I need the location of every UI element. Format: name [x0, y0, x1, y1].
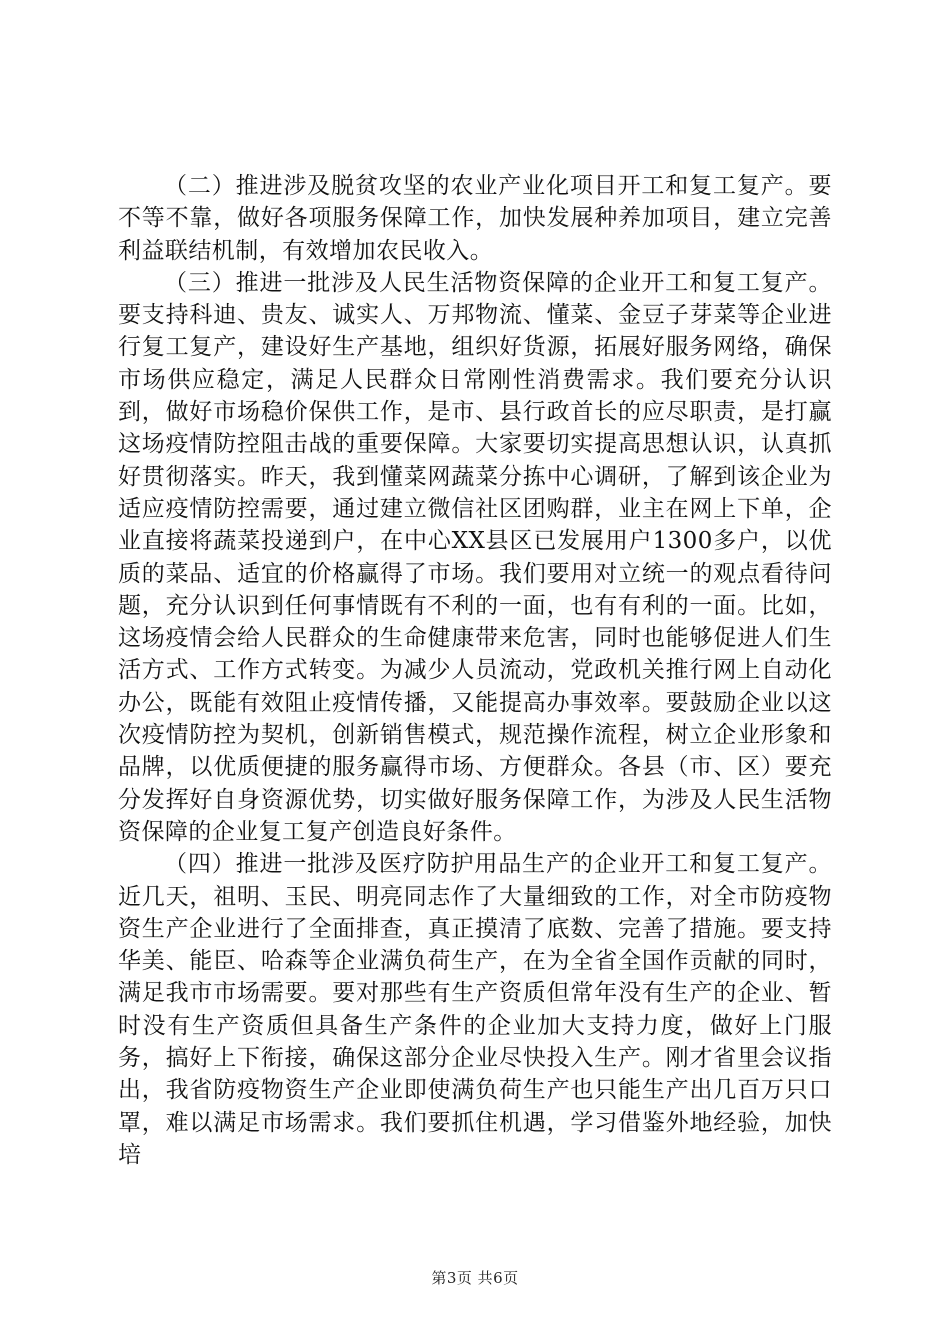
paragraph-3: （三）推进一批涉及人民生活物资保障的企业开工和复工复产。要支持科迪、贵友、诚实人、万邦物流、懂菜、金豆子芽菜等企业进行复工复产，建设好生产基地，组织好货源，拓展好服务网络，确保市场供应稳定，满足人民群众日常刚性消费需求。我们要充分认识到，做好市场稳价保供工作，是市、县行政首长的应尽职责，是打赢这场疫情防控阻击战的重要保障。大家要切实提高思想认识，认真抓好贯彻落实。昨天，我到懂菜网蔬菜分拣中心调研，了解到该企业为适应疫情防控需要，通过建立微信社区团购群，业主在网上下单，企业直接将蔬菜投递到户，在中心XX县区已发展用户1300多户，以优质的菜品、适宜的价格赢得了市场。我们要用对立统一的观点看待问题，充分认识到任何事情既有不利的一面，也有有利的一面。比如，这场疫情会给人民群众的生命健康带来危害，同时也能够促进人们生活方式、工作方式转变。为减少人员流动，党政机关推行网上自动化办公，既能有效阻止疫情传播，又能提高办事效率。要鼓励企业以这次疫情防控为契机，创新销售模式，规范操作流程，树立企业形象和品牌，以优质便捷的服务赢得市场、方便群众。各县（市、区）要充分发挥好自身资源优势，切实做好服务保障工作，为涉及人民生活物资保障的企业复工复产创造良好条件。 — [118, 269, 832, 845]
page-number-footer: 第3页 共6页 — [431, 1269, 519, 1287]
paragraph-2: （二）推进涉及脱贫攻坚的农业产业化项目开工和复工复产。要不等不靠，做好各项服务保障工作，加快发展种养加项目，建立完善利益联结机制，有效增加农民收入。 — [118, 173, 832, 264]
paragraph-4: （四）推进一批涉及医疗防护用品生产的企业开工和复工复产。近几天，祖明、玉民、明亮同志作了大量细致的工作，对全市防疫物资生产企业进行了全面排查，真正摸清了底数、完善了措施。要支持华美、能臣、哈森等企业满负荷生产，在为全省全国作贡献的同时，满足我市市场需要。要对那些有生产资质但常年没有生产的企业、暂时没有生产资质但具备生产条件的企业加大支持力度，做好上门服务，搞好上下衔接，确保这部分企业尽快投入生产。刚才省里会议指出，我省防疫物资生产企业即使满负荷生产也只能生产出几百万只口罩，难以满足市场需求。我们要抓住机遇，学习借鉴外地经验，加快培 — [118, 851, 832, 1168]
document-body — [118, 170, 832, 1171]
